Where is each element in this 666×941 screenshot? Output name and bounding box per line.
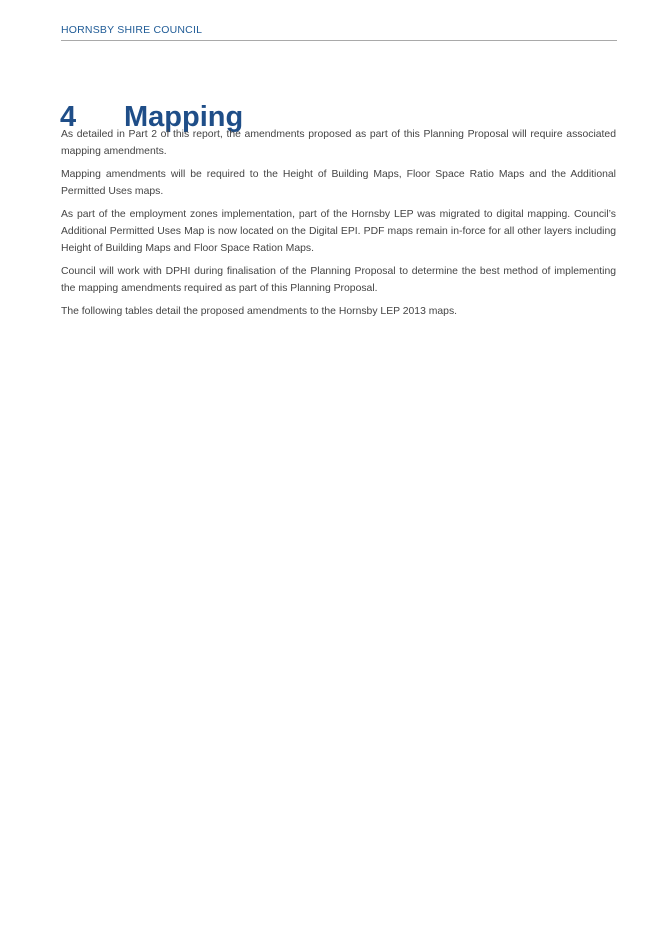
header-divider [61, 40, 617, 41]
paragraph: The following tables detail the proposed amendments to the Hornsby LEP 2013 maps. [61, 306, 458, 317]
paragraph: Mapping amendments will be required to the Height of Building Maps, Floor Space Ratio Maps and the Additional Permitted Uses maps. [61, 169, 616, 197]
paragraph: As part of the employment zones implementation, part of the Hornsby LEP was migrated to digital mapping. Council’s Additional Permitted Uses Map is now located on the Digital EPI. PDF maps remain in-force for all other layers including Height of Building Maps and Floor Space Ration Maps. [61, 209, 616, 254]
running-header: HORNSBY SHIRE COUNCIL [61, 24, 203, 36]
paragraph: As detailed in Part 2 of this report, the amendments proposed as part of this Planning Proposal will require associated mapping amendments. [61, 129, 616, 157]
section-number: 4 [60, 101, 77, 134]
section-title: Mapping [124, 101, 244, 134]
paragraph: Council will work with DPHI during finalisation of the Planning Proposal to determine the best method of implementing the mapping amendments required as part of this Planning Proposal. [61, 266, 616, 294]
section-body [61, 126, 616, 326]
